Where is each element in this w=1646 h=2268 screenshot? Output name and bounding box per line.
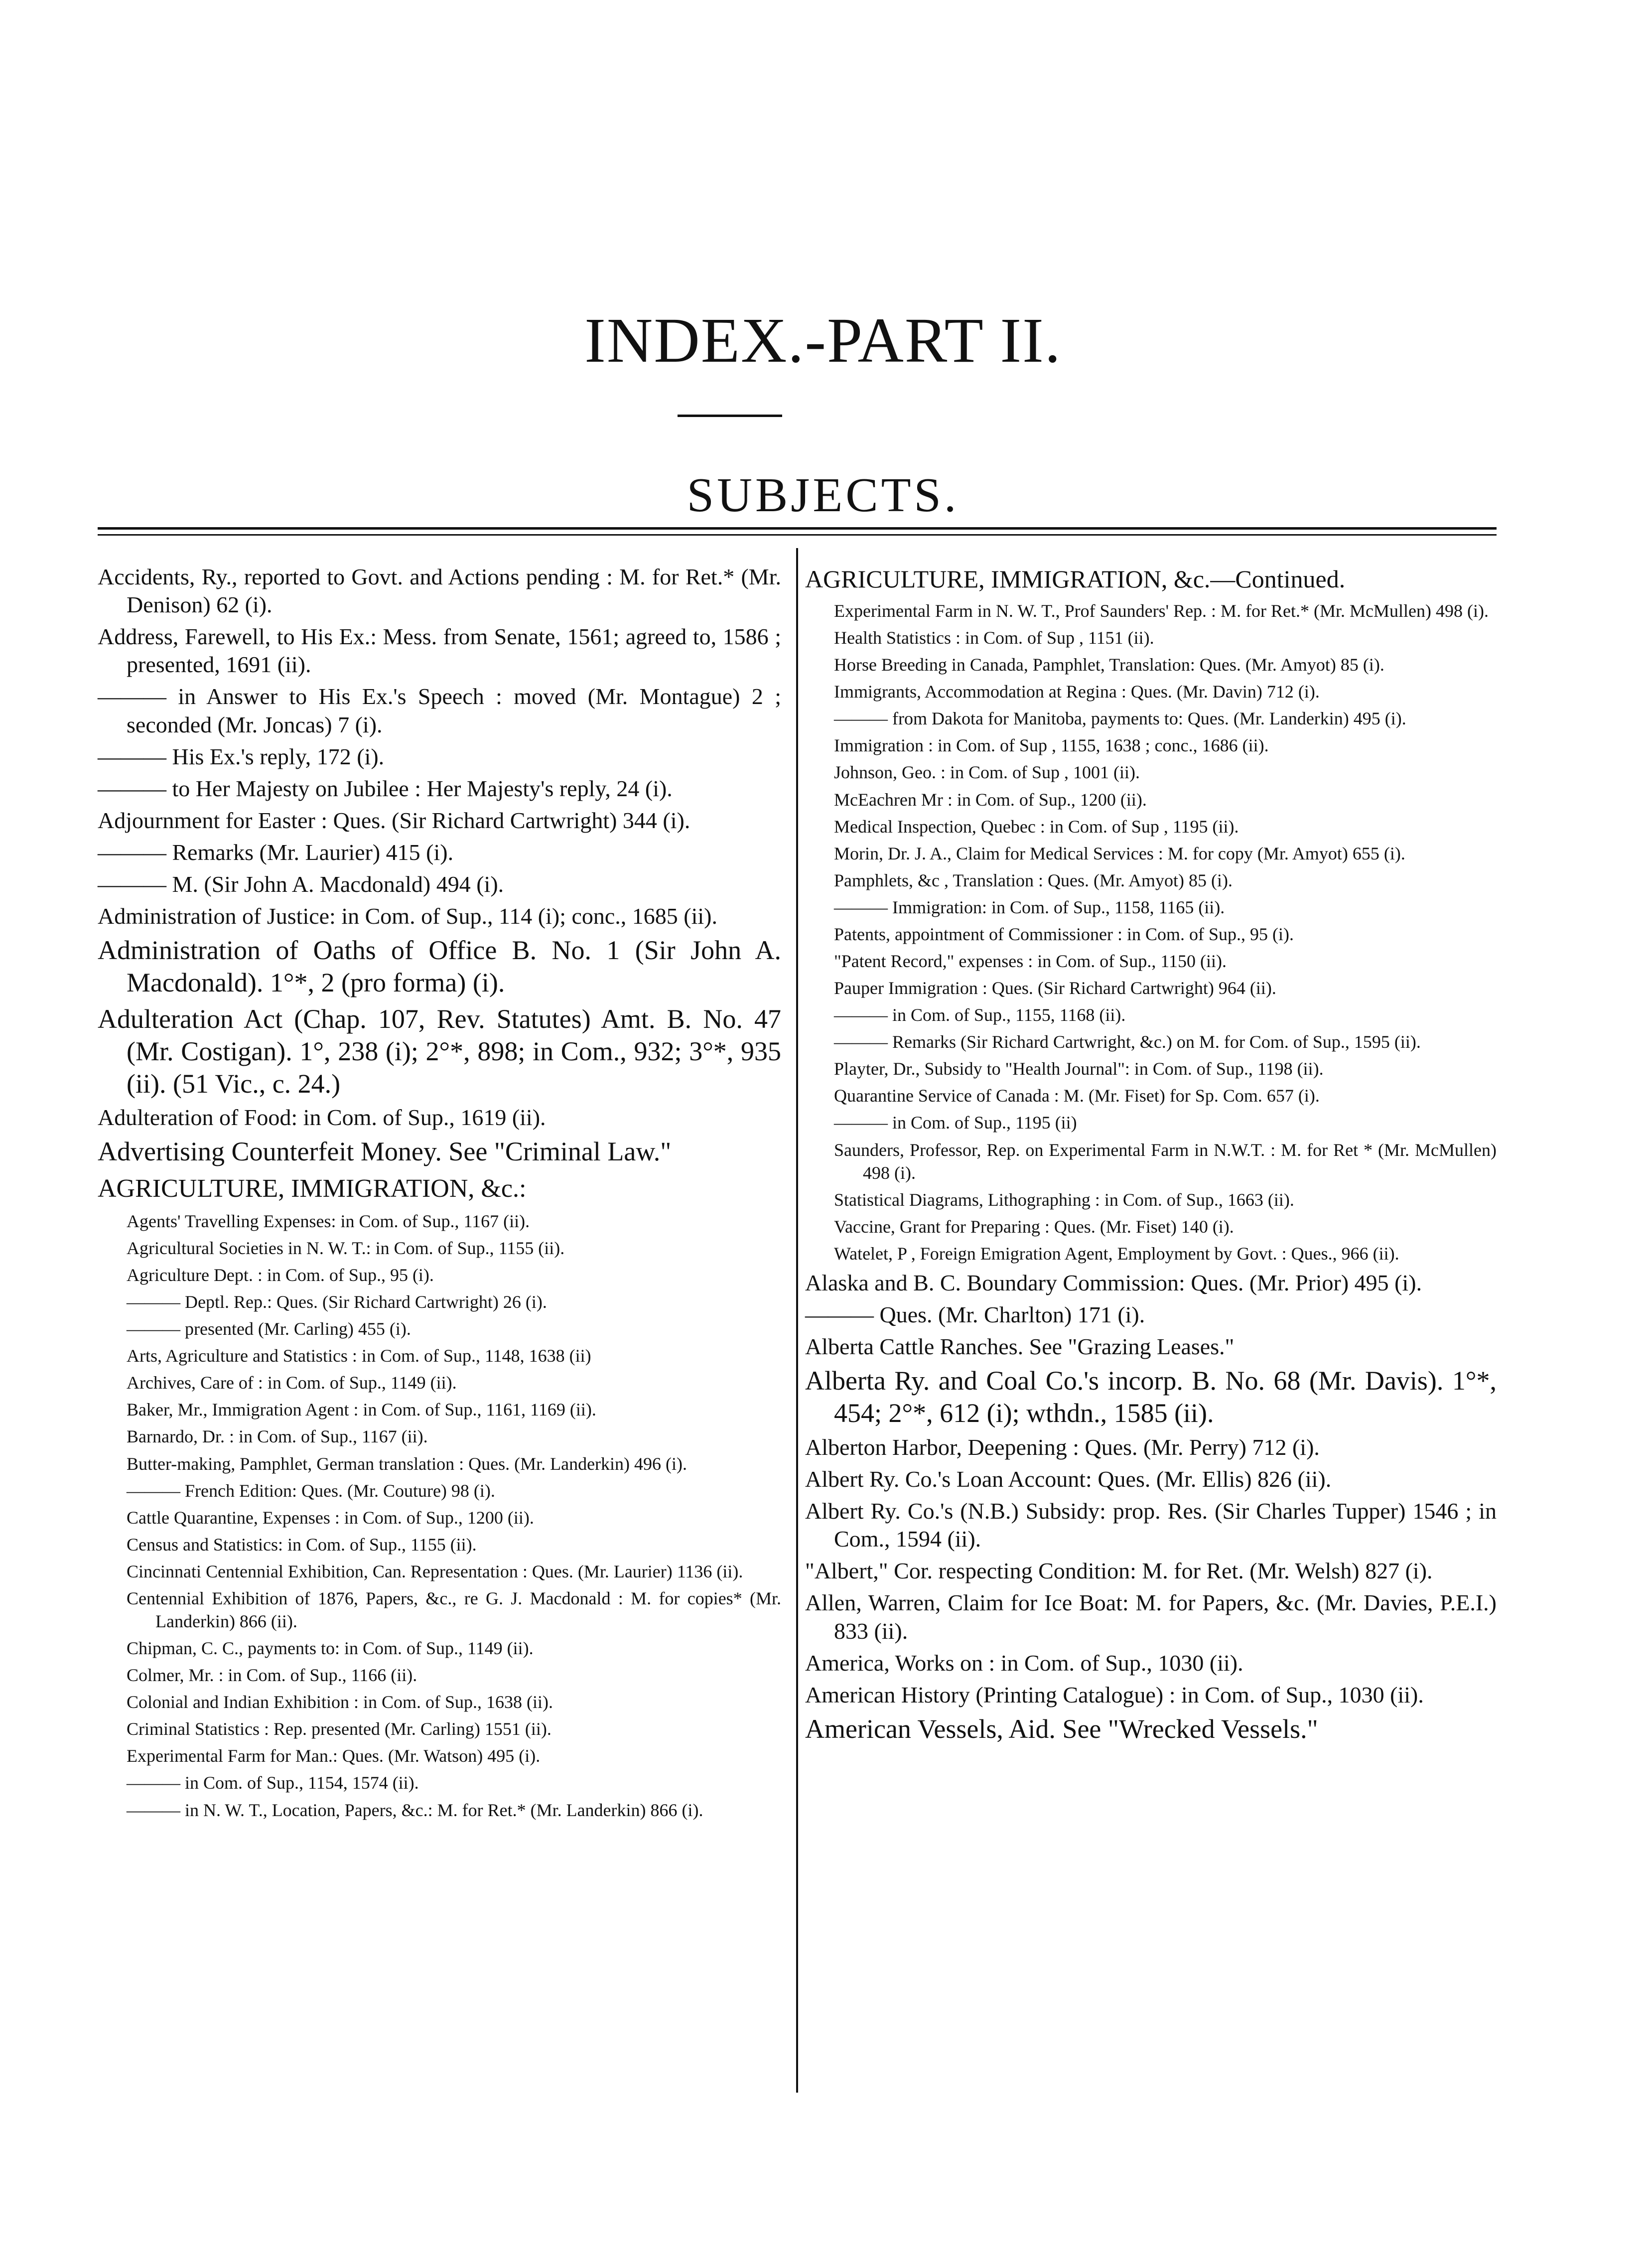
index-subentry: ——— French Edition: Ques. (Mr. Couture) 98 (i).	[127, 1480, 495, 1501]
header-rule	[98, 527, 1497, 530]
index-entry: ——— M. (Sir John A. Macdonald) 494 (i).	[98, 871, 504, 897]
index-subentry: McEachren Mr : in Com. of Sup., 1200 (ii).	[834, 789, 1147, 810]
index-subentry: Medical Inspection, Quebec : in Com. of Sup , 1195 (ii).	[834, 816, 1239, 837]
index-entry: Accidents, Ry., reported to Govt. and Actions pending : M. for Ret.* (Mr. Denison) 62 (i).	[98, 564, 781, 618]
index-entry: Adjournment for Easter : Ques. (Sir Richard Cartwright) 344 (i).	[98, 807, 690, 833]
index-subentry: ——— presented (Mr. Carling) 455 (i).	[127, 1319, 411, 1339]
index-entry: Adulteration of Food: in Com. of Sup., 1619 (ii).	[98, 1105, 546, 1131]
index-entry: Alaska and B. C. Boundary Commission: Ques. (Mr. Prior) 495 (i).	[805, 1270, 1422, 1295]
index-subentry: Experimental Farm in N. W. T., Prof Saunders' Rep. : M. for Ret.* (Mr. McMullen) 498 (i).	[834, 601, 1489, 621]
index-subentry: ——— Deptl. Rep.: Ques. (Sir Richard Cartwright) 26 (i).	[127, 1292, 547, 1312]
index-subentry: Health Statistics : in Com. of Sup , 1151 (ii).	[834, 628, 1154, 648]
index-subentry: Patents, appointment of Commissioner : in Com. of Sup., 95 (i).	[834, 924, 1294, 944]
index-subentry: ——— in Com. of Sup., 1195 (ii)	[834, 1113, 1077, 1133]
index-subentry: Cattle Quarantine, Expenses : in Com. of Sup., 1200 (ii).	[127, 1507, 534, 1528]
index-subentry: "Patent Record," expenses : in Com. of Sup., 1150 (ii).	[834, 951, 1227, 972]
title-rule	[678, 415, 782, 417]
column-divider	[796, 548, 798, 2093]
index-entry: Advertising Counterfeit Money. See "Criminal Law."	[98, 1136, 672, 1167]
index-entry: ——— His Ex.'s reply, 172 (i).	[98, 743, 385, 769]
index-subentry: Statistical Diagrams, Lithographing : in Com. of Sup., 1663 (ii).	[834, 1189, 1294, 1210]
index-entry: ——— in Answer to His Ex.'s Speech : moved (Mr. Montague) 2 ; seconded (Mr. Joncas) 7 (i).	[98, 684, 781, 737]
index-subentry: Immigrants, Accommodation at Regina : Ques. (Mr. Davin) 712 (i).	[834, 682, 1320, 702]
page-title: INDEX.-PART II.	[584, 305, 1062, 376]
index-subentry: Criminal Statistics : Rep. presented (Mr. Carling) 1551 (ii).	[127, 1719, 551, 1739]
index-entry: Alberta Ry. and Coal Co.'s incorp. B. No. 68 (Mr. Davis). 1°*, 454; 2°*, 612 (i); wthdn., 1585 (ii).	[805, 1366, 1497, 1428]
index-subentry: Immigration : in Com. of Sup , 1155, 1638 ; conc., 1686 (ii).	[834, 735, 1269, 756]
index-subentry: Agents' Travelling Expenses: in Com. of Sup., 1167 (ii).	[127, 1211, 530, 1231]
index-entry: American Vessels, Aid. See "Wrecked Vessels."	[805, 1713, 1318, 1744]
index-subentry: Archives, Care of : in Com. of Sup., 1149 (ii).	[127, 1373, 457, 1393]
index-entry: Allen, Warren, Claim for Ice Boat: M. for Papers, &c. (Mr. Davies, P.E.I.) 833 (ii).	[805, 1590, 1497, 1644]
index-subentry: Agricultural Societies in N. W. T.: in Com. of Sup., 1155 (ii).	[127, 1238, 565, 1258]
index-entry: AGRICULTURE, IMMIGRATION, &c.:	[98, 1174, 527, 1203]
index-subentry: Morin, Dr. J. A., Claim for Medical Services : M. for copy (Mr. Amyot) 655 (i).	[834, 843, 1405, 863]
index-subentry: Agriculture Dept. : in Com. of Sup., 95 (i).	[127, 1265, 434, 1285]
index-subentry: Baker, Mr., Immigration Agent : in Com. of Sup., 1161, 1169 (ii).	[127, 1400, 596, 1420]
index-entry: Albert Ry. Co.'s (N.B.) Subsidy: prop. Res. (Sir Charles Tupper) 1546 ; in Com., 1594 (ii).	[805, 1498, 1497, 1552]
index-subentry: Colonial and Indian Exhibition : in Com. of Sup., 1638 (ii).	[127, 1692, 553, 1712]
index-entry: ——— Remarks (Mr. Laurier) 415 (i).	[98, 839, 454, 865]
index-subentry: Centennial Exhibition of 1876, Papers, &c., re G. J. Macdonald : M. for copies* (Mr. Landerkin) 866 (ii).	[127, 1588, 781, 1631]
index-subentry: Vaccine, Grant for Preparing : Ques. (Mr. Fiset) 140 (i).	[834, 1216, 1234, 1237]
index-entry: Administration of Justice: in Com. of Sup., 114 (i); conc., 1685 (ii).	[98, 903, 717, 929]
index-subentry: ——— in Com. of Sup., 1155, 1168 (ii).	[834, 1005, 1126, 1025]
index-subentry: Horse Breeding in Canada, Pamphlet, Translation: Ques. (Mr. Amyot) 85 (i).	[834, 655, 1384, 675]
index-subentry: Census and Statistics: in Com. of Sup., 1155 (ii).	[127, 1534, 477, 1555]
index-entry: "Albert," Cor. respecting Condition: M. for Ret. (Mr. Welsh) 827 (i).	[805, 1558, 1433, 1584]
index-subentry: Quarantine Service of Canada : M. (Mr. Fiset) for Sp. Com. 657 (i).	[834, 1086, 1320, 1106]
index-subentry: Colmer, Mr. : in Com. of Sup., 1166 (ii).	[127, 1665, 417, 1686]
index-subentry: ——— in N. W. T., Location, Papers, &c.: M. for Ret.* (Mr. Landerkin) 866 (i).	[127, 1800, 703, 1820]
page-subtitle: SUBJECTS.	[686, 468, 960, 522]
index-subentry: ——— in Com. of Sup., 1154, 1574 (ii).	[127, 1773, 419, 1793]
index-entry: Adulteration Act (Chap. 107, Rev. Statutes) Amt. B. No. 47 (Mr. Costigan). 1°, 238 (i); 2°*, 898; in Com., 932; 3°*, 935 (ii). (51 Vic., c. 24.)	[98, 1003, 781, 1099]
index-entry: American History (Printing Catalogue) : in Com. of Sup., 1030 (ii).	[805, 1682, 1424, 1707]
index-subentry: Playter, Dr., Subsidy to "Health Journal": in Com. of Sup., 1198 (ii).	[834, 1059, 1324, 1079]
index-entry: AGRICULTURE, IMMIGRATION, &c.—Continued.	[805, 565, 1346, 593]
index-subentry: Chipman, C. C., payments to: in Com. of Sup., 1149 (ii).	[127, 1638, 534, 1659]
right-column	[805, 563, 1497, 1749]
index-subentry: Experimental Farm for Man.: Ques. (Mr. Watson) 495 (i).	[127, 1746, 541, 1766]
index-entry: Administration of Oaths of Office B. No. 1 (Sir John A. Macdonald). 1°*, 2 (pro forma) (i).	[98, 935, 781, 998]
index-entry: Address, Farewell, to His Ex.: Mess. from Senate, 1561; agreed to, 1586 ; presented, 1691 (ii).	[98, 624, 781, 678]
index-subentry: ——— Immigration: in Com. of Sup., 1158, 1165 (ii).	[834, 897, 1225, 917]
index-subentry: Johnson, Geo. : in Com. of Sup , 1001 (ii).	[834, 762, 1140, 783]
index-subentry: Pamphlets, &c , Translation : Ques. (Mr. Amyot) 85 (i).	[834, 870, 1233, 890]
index-subentry: Arts, Agriculture and Statistics : in Com. of Sup., 1148, 1638 (ii)	[127, 1346, 591, 1366]
index-subentry: Saunders, Professor, Rep. on Experimental Farm in N.W.T. : M. for Ret * (Mr. McMullen) 498 (i).	[834, 1139, 1497, 1183]
index-subentry: Barnardo, Dr. : in Com. of Sup., 1167 (ii).	[127, 1426, 428, 1447]
left-column	[98, 563, 781, 1826]
index-subentry: ——— Remarks (Sir Richard Cartwright, &c.) on M. for Com. of Sup., 1595 (ii).	[834, 1032, 1421, 1052]
index-subentry: Butter-making, Pamphlet, German translation : Ques. (Mr. Landerkin) 496 (i).	[127, 1453, 687, 1474]
index-subentry: Cincinnati Centennial Exhibition, Can. Representation : Ques. (Mr. Laurier) 1136 (ii).	[127, 1561, 743, 1581]
index-entry: Albert Ry. Co.'s Loan Account: Ques. (Mr. Ellis) 826 (ii).	[805, 1466, 1332, 1492]
index-subentry: Pauper Immigration : Ques. (Sir Richard Cartwright) 964 (ii).	[834, 978, 1276, 998]
index-subentry: Watelet, P , Foreign Emigration Agent, Employment by Govt. : Ques., 966 (ii).	[834, 1243, 1399, 1264]
index-entry: ——— Ques. (Mr. Charlton) 171 (i).	[805, 1302, 1145, 1328]
index-entry: ——— to Her Majesty on Jubilee : Her Majesty's reply, 24 (i).	[98, 775, 673, 801]
header-rule-thin	[98, 534, 1497, 536]
index-entry: Alberta Cattle Ranches. See "Grazing Leases."	[805, 1334, 1234, 1360]
index-entry: Alberton Harbor, Deepening : Ques. (Mr. Perry) 712 (i).	[805, 1434, 1320, 1460]
index-entry: America, Works on : in Com. of Sup., 1030 (ii).	[805, 1650, 1243, 1676]
index-subentry: ——— from Dakota for Manitoba, payments to: Ques. (Mr. Landerkin) 495 (i).	[834, 709, 1406, 729]
